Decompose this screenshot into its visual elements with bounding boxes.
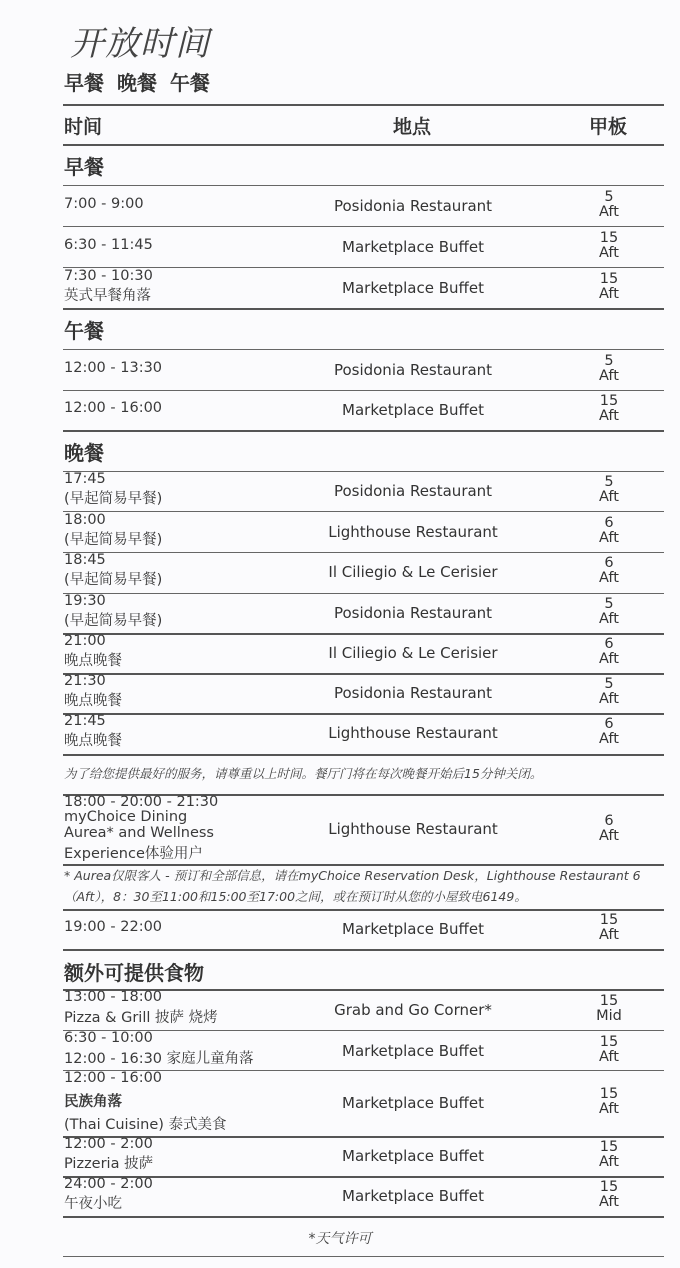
deck-number: 15 bbox=[599, 993, 619, 1009]
deck-number: 5 bbox=[604, 474, 614, 490]
deck-number: 6 bbox=[604, 716, 614, 732]
row-deck bbox=[583, 637, 635, 667]
row-subtitle: 英式早餐角落 bbox=[64, 288, 151, 304]
deck-position: Aft bbox=[599, 245, 619, 261]
section-dinner: 晚餐 bbox=[64, 441, 104, 465]
row-time: 12:00 - 2:00 bbox=[64, 1136, 153, 1152]
deck-number: 5 bbox=[604, 676, 614, 692]
table-row bbox=[63, 268, 664, 308]
table-row bbox=[63, 909, 664, 949]
row-subtitle: Experience体验用户 bbox=[64, 846, 203, 862]
row-place: Grab and Go Corner* bbox=[334, 1001, 492, 1019]
deck-position: Aft bbox=[599, 828, 619, 844]
divider bbox=[63, 104, 664, 106]
divider bbox=[63, 430, 664, 432]
deck-number: 15 bbox=[599, 1179, 619, 1195]
deck-position: Aft bbox=[599, 1101, 619, 1117]
deck-position: Aft bbox=[599, 286, 619, 302]
row-place: Marketplace Buffet bbox=[342, 1147, 484, 1165]
section-breakfast: 早餐 bbox=[64, 155, 104, 179]
row-subtitle: 晚点晚餐 bbox=[64, 733, 122, 749]
row-place: Marketplace Buffet bbox=[342, 401, 484, 419]
divider bbox=[63, 308, 664, 310]
row-deck bbox=[583, 913, 635, 943]
row-place: Posidonia Restaurant bbox=[333, 604, 493, 622]
divider bbox=[63, 144, 664, 146]
row-place: Posidonia Restaurant bbox=[333, 482, 493, 500]
row-subtitle: (早起简易早餐) bbox=[64, 532, 163, 548]
deck-position: Aft bbox=[599, 204, 619, 220]
table-row bbox=[63, 186, 664, 226]
row-subtitle: 民族角落 bbox=[64, 1094, 122, 1110]
table-row bbox=[63, 552, 664, 592]
deck-position: Aft bbox=[599, 489, 619, 505]
row-time: 19:30 bbox=[64, 593, 106, 609]
row-place: Posidonia Restaurant bbox=[333, 197, 493, 215]
column-header-place: 地点 bbox=[393, 116, 432, 138]
deck-number: 5 bbox=[604, 596, 614, 612]
row-place: Marketplace Buffet bbox=[342, 279, 484, 297]
divider bbox=[63, 1216, 664, 1218]
row-time: 21:00 bbox=[64, 633, 106, 649]
row-subtitle: (早起简易早餐) bbox=[64, 572, 163, 588]
row-deck bbox=[583, 1035, 635, 1065]
row-time: 7:00 - 9:00 bbox=[64, 196, 144, 212]
aurea-note-line-1: * Aurea仅限客人 - 预订和全部信息，请在myChoice Reservation Desk，Lighthouse Restaurant 6 bbox=[64, 868, 641, 883]
row-deck bbox=[583, 597, 635, 627]
row-deck bbox=[583, 994, 635, 1024]
divider bbox=[63, 754, 664, 756]
row-deck bbox=[583, 1140, 635, 1170]
weather-note: *天气许可 bbox=[308, 1231, 372, 1247]
deck-position: Aft bbox=[599, 1154, 619, 1170]
page-title: 开放时间 bbox=[70, 24, 210, 64]
deck-position: Aft bbox=[599, 368, 619, 384]
table-row bbox=[63, 512, 664, 552]
row-place: Marketplace Buffet bbox=[342, 1094, 484, 1112]
row-place: Marketplace Buffet bbox=[342, 1042, 484, 1060]
deck-position: Mid bbox=[596, 1008, 622, 1024]
deck-number: 15 bbox=[599, 1086, 619, 1102]
row-time: 17:45 bbox=[64, 471, 106, 487]
row-subtitle: 晚点晚餐 bbox=[64, 653, 122, 669]
row-deck bbox=[583, 1180, 635, 1210]
row-deck bbox=[583, 231, 635, 261]
row-deck bbox=[583, 475, 635, 505]
deck-position: Aft bbox=[599, 1049, 619, 1065]
row-subtitle: (早起简易早餐) bbox=[64, 491, 163, 507]
row-deck bbox=[583, 1087, 635, 1117]
column-header-deck: 甲板 bbox=[589, 116, 628, 138]
row-place: Lighthouse Restaurant bbox=[328, 820, 498, 838]
deck-number: 6 bbox=[604, 515, 614, 531]
divider bbox=[63, 949, 664, 951]
row-time: 18:45 bbox=[64, 552, 106, 568]
table-row bbox=[63, 989, 664, 1030]
row-place: Marketplace Buffet bbox=[342, 1187, 484, 1205]
row-time: 12:00 - 13:30 bbox=[64, 360, 163, 376]
row-deck bbox=[583, 354, 635, 384]
row-subtitle: Aurea* and Wellness bbox=[64, 825, 214, 841]
row-place: Posidonia Restaurant bbox=[333, 361, 493, 379]
table-row bbox=[63, 391, 664, 431]
row-deck bbox=[583, 190, 635, 220]
row-subtitle-2: (Thai Cuisine) 泰式美食 bbox=[64, 1117, 227, 1133]
deck-position: Aft bbox=[599, 691, 619, 707]
deck-position: Aft bbox=[599, 927, 619, 943]
deck-number: 15 bbox=[599, 912, 619, 928]
row-subtitle: 晚点晚餐 bbox=[64, 693, 122, 709]
row-time: 12:00 - 16:00 bbox=[64, 1070, 163, 1086]
deck-number: 6 bbox=[604, 636, 614, 652]
row-deck bbox=[583, 717, 635, 747]
row-time: 21:30 bbox=[64, 673, 106, 689]
deck-position: Aft bbox=[599, 731, 619, 747]
deck-number: 6 bbox=[604, 813, 614, 829]
row-time: 6:30 - 11:45 bbox=[64, 237, 153, 253]
table-row-mychoice bbox=[63, 794, 664, 864]
row-time: 18:00 bbox=[64, 512, 106, 528]
table-row bbox=[63, 227, 664, 267]
row-place: Marketplace Buffet bbox=[342, 238, 484, 256]
row-deck bbox=[583, 556, 635, 586]
table-row bbox=[63, 713, 664, 753]
column-header-time: 时间 bbox=[64, 116, 103, 138]
section-extra-food: 额外可提供食物 bbox=[64, 961, 204, 985]
deck-number: 15 bbox=[599, 1034, 619, 1050]
divider bbox=[63, 1256, 664, 1257]
row-time: 24:00 - 2:00 bbox=[64, 1176, 153, 1192]
row-time: 18:00 - 20:00 - 21:30 bbox=[64, 794, 219, 810]
row-deck bbox=[583, 272, 635, 302]
deck-number: 6 bbox=[604, 555, 614, 571]
table-row bbox=[63, 471, 664, 511]
dinner-note: 为了给您提供最好的服务，请尊重以上时间。餐厅门将在每次晚餐开始后15分钟关闭。 bbox=[64, 766, 543, 781]
table-row bbox=[63, 1176, 664, 1216]
table-row bbox=[63, 593, 664, 633]
deck-position: Aft bbox=[599, 611, 619, 627]
row-subtitle: myChoice Dining bbox=[64, 809, 188, 825]
table-row bbox=[63, 633, 664, 673]
table-row bbox=[63, 1030, 664, 1070]
row-time: 12:00 - 16:00 bbox=[64, 400, 163, 416]
row-deck bbox=[583, 677, 635, 707]
deck-position: Aft bbox=[599, 1194, 619, 1210]
row-place: Lighthouse Restaurant bbox=[328, 523, 498, 541]
row-subtitle: Pizza & Grill 披萨 烧烤 bbox=[64, 1010, 218, 1026]
row-time: 21:45 bbox=[64, 713, 106, 729]
row-place: Posidonia Restaurant bbox=[333, 684, 493, 702]
deck-number: 15 bbox=[599, 230, 619, 246]
row-time: 7:30 - 10:30 bbox=[64, 268, 153, 284]
table-row bbox=[63, 1136, 664, 1176]
table-row bbox=[63, 350, 664, 390]
section-lunch: 午餐 bbox=[64, 319, 104, 343]
row-time: 6:30 - 10:00 bbox=[64, 1030, 153, 1046]
deck-position: Aft bbox=[599, 530, 619, 546]
deck-position: Aft bbox=[599, 408, 619, 424]
row-place: Lighthouse Restaurant bbox=[328, 724, 498, 742]
row-subtitle: 12:00 - 16:30 家庭儿童角落 bbox=[64, 1051, 254, 1067]
deck-number: 15 bbox=[599, 393, 619, 409]
deck-number: 5 bbox=[604, 353, 614, 369]
row-time: 13:00 - 18:00 bbox=[64, 989, 163, 1005]
deck-position: Aft bbox=[599, 651, 619, 667]
table-row bbox=[63, 1070, 664, 1136]
deck-number: 5 bbox=[604, 189, 614, 205]
row-place: Il Ciliegio & Le Cerisier bbox=[328, 644, 498, 662]
table-row bbox=[63, 673, 664, 713]
row-deck bbox=[583, 516, 635, 546]
row-place: Marketplace Buffet bbox=[342, 920, 484, 938]
row-subtitle: (早起简易早餐) bbox=[64, 613, 163, 629]
page-subtitle: 早餐 晚餐 午餐 bbox=[64, 71, 210, 95]
row-time: 19:00 - 22:00 bbox=[64, 919, 163, 935]
deck-position: Aft bbox=[599, 570, 619, 586]
aurea-note-line-2: （Aft），8：30至11:00和15:00至17:00之间，或在预订时从您的小屋致电6149。 bbox=[64, 889, 527, 904]
deck-number: 15 bbox=[599, 1139, 619, 1155]
row-place: Il Ciliegio & Le Cerisier bbox=[328, 563, 498, 581]
row-subtitle: 午夜小吃 bbox=[64, 1196, 122, 1212]
row-deck bbox=[583, 394, 635, 424]
row-deck bbox=[583, 814, 635, 844]
deck-number: 15 bbox=[599, 271, 619, 287]
row-subtitle: Pizzeria 披萨 bbox=[64, 1156, 154, 1172]
